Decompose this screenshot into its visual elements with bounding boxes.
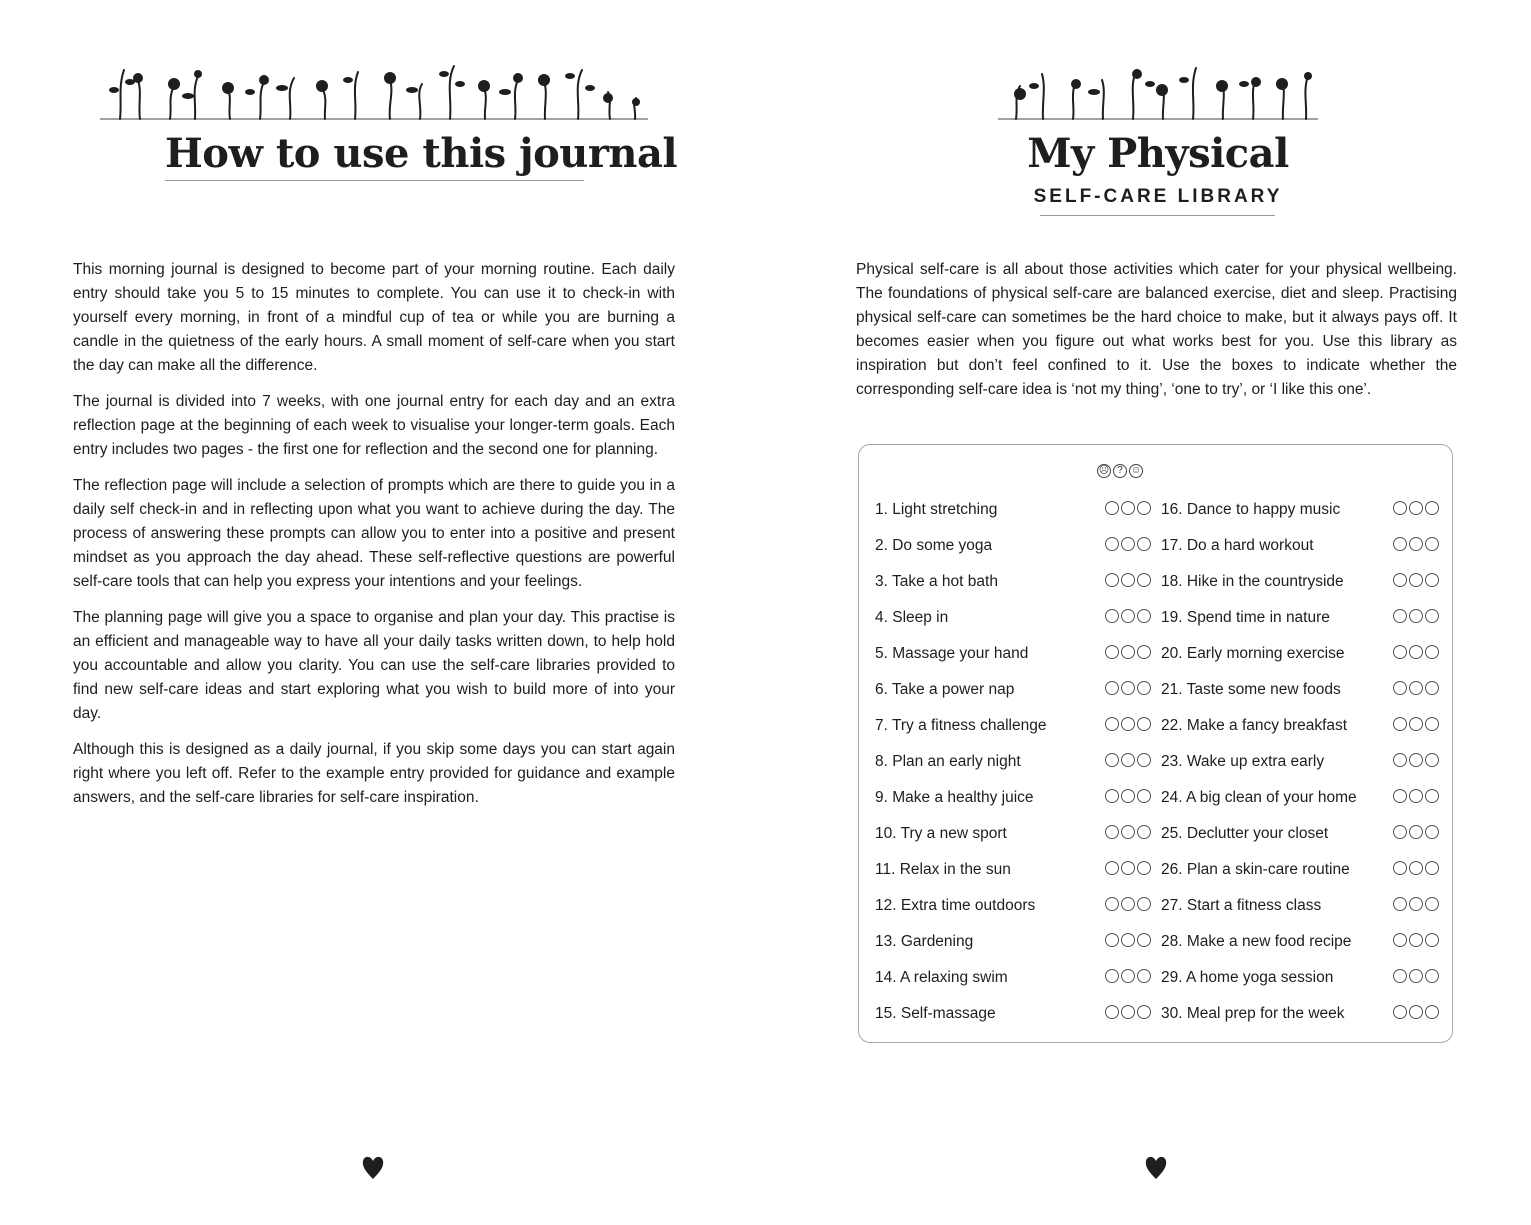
library-item-label: 27. Start a fitness class — [1161, 897, 1322, 914]
rating-checkboxes — [1393, 969, 1439, 983]
rating-checkboxes — [1105, 861, 1151, 875]
subtitle-underline — [1040, 215, 1275, 216]
library-item — [875, 858, 1151, 894]
not-my-thing-checkbox[interactable] — [1105, 573, 1119, 587]
one-to-try-checkbox[interactable] — [1121, 753, 1135, 767]
not-my-thing-checkbox[interactable] — [1105, 897, 1119, 911]
rating-checkboxes — [1393, 753, 1439, 767]
library-item — [875, 822, 1151, 858]
page-subtitle: SELF-CARE LIBRARY — [1033, 186, 1283, 207]
library-item — [875, 930, 1151, 966]
rating-checkboxes — [1105, 825, 1151, 839]
library-item-label: 17. Do a hard workout — [1161, 537, 1314, 554]
rating-checkboxes — [1105, 969, 1151, 983]
library-item-label: 15. Self-massage — [875, 1005, 996, 1022]
like-this-one-checkbox[interactable] — [1137, 969, 1151, 983]
heart-icon — [1144, 1153, 1168, 1181]
one-to-try-checkbox[interactable] — [1121, 933, 1135, 947]
floral-border-icon — [100, 62, 648, 122]
like-this-one-checkbox[interactable] — [1137, 681, 1151, 695]
library-item — [1161, 858, 1439, 894]
one-to-try-checkbox[interactable] — [1121, 717, 1135, 731]
one-to-try-icon: ? — [1113, 464, 1127, 478]
rating-checkboxes — [1393, 897, 1439, 911]
library-item — [875, 894, 1151, 930]
floral-border-icon — [998, 62, 1318, 122]
library-item — [875, 606, 1151, 642]
not-my-thing-checkbox[interactable] — [1105, 789, 1119, 803]
not-my-thing-checkbox[interactable] — [1393, 573, 1407, 587]
library-item — [1161, 642, 1439, 678]
library-item — [875, 642, 1151, 678]
library-item-label: 14. A relaxing swim — [875, 969, 1008, 986]
rating-checkboxes — [1105, 753, 1151, 767]
rating-checkboxes — [1105, 1005, 1151, 1019]
library-item — [1161, 498, 1439, 534]
library-item — [875, 966, 1151, 1002]
library-item-label: 28. Make a new food recipe — [1161, 933, 1352, 950]
right-page — [765, 0, 1531, 1225]
like-this-one-checkbox[interactable] — [1425, 501, 1439, 515]
page-title: How to use this journal — [165, 130, 678, 177]
rating-checkboxes — [1393, 717, 1439, 731]
library-item-label: 7. Try a fitness challenge — [875, 717, 1047, 734]
not-my-thing-checkbox[interactable] — [1393, 861, 1407, 875]
library-item — [1161, 930, 1439, 966]
rating-checkboxes — [1393, 537, 1439, 551]
library-item — [1161, 966, 1439, 1002]
library-item — [875, 534, 1151, 570]
library-item-label: 2. Do some yoga — [875, 537, 993, 554]
like-this-one-checkbox[interactable] — [1425, 789, 1439, 803]
not-my-thing-checkbox[interactable] — [1393, 789, 1407, 803]
like-this-one-checkbox[interactable] — [1137, 861, 1151, 875]
not-my-thing-checkbox[interactable] — [1105, 681, 1119, 695]
left-page — [0, 0, 765, 1225]
not-my-thing-checkbox[interactable] — [1393, 609, 1407, 623]
one-to-try-checkbox[interactable] — [1409, 789, 1423, 803]
like-this-one-checkbox[interactable] — [1425, 969, 1439, 983]
like-this-one-checkbox[interactable] — [1425, 933, 1439, 947]
library-item — [1161, 786, 1439, 822]
like-this-one-checkbox[interactable] — [1137, 753, 1151, 767]
title-underline — [165, 180, 584, 181]
page-title: My Physical — [1027, 130, 1289, 177]
one-to-try-checkbox[interactable] — [1409, 609, 1423, 623]
library-item-label: 5. Massage your hand — [875, 645, 1029, 662]
rating-checkboxes — [1105, 897, 1151, 911]
like-this-one-checkbox[interactable] — [1425, 897, 1439, 911]
one-to-try-checkbox[interactable] — [1121, 681, 1135, 695]
not-my-thing-checkbox[interactable] — [1105, 861, 1119, 875]
library-item — [875, 498, 1151, 534]
like-this-one-checkbox[interactable] — [1137, 1005, 1151, 1019]
library-item — [875, 714, 1151, 750]
paragraph: The journal is divided into 7 weeks, with one journal entry for each day and an extra reflection page at the beginning of each week to visualise your longer-term goals. Each entry includes two pages - the first one for reflection and the second one for planning. — [73, 393, 675, 458]
one-to-try-checkbox[interactable] — [1409, 717, 1423, 731]
not-my-thing-checkbox[interactable] — [1393, 1005, 1407, 1019]
like-this-one-checkbox[interactable] — [1425, 645, 1439, 659]
library-item-label: 12. Extra time outdoors — [875, 897, 1036, 914]
rating-checkboxes — [1105, 717, 1151, 731]
library-item-label: 22. Make a fancy breakfast — [1161, 717, 1348, 734]
not-my-thing-checkbox[interactable] — [1393, 897, 1407, 911]
library-item — [875, 678, 1151, 714]
one-to-try-checkbox[interactable] — [1409, 645, 1423, 659]
library-item — [1161, 750, 1439, 786]
one-to-try-checkbox[interactable] — [1121, 1005, 1135, 1019]
library-item-label: 9. Make a healthy juice — [875, 789, 1034, 806]
rating-checkboxes — [1393, 573, 1439, 587]
not-my-thing-checkbox[interactable] — [1393, 933, 1407, 947]
like-this-one-checkbox[interactable] — [1137, 645, 1151, 659]
like-this-one-checkbox[interactable] — [1137, 789, 1151, 803]
rating-checkboxes — [1393, 609, 1439, 623]
like-this-one-checkbox[interactable] — [1137, 897, 1151, 911]
library-item — [1161, 606, 1439, 642]
library-item-label: 29. A home yoga session — [1161, 969, 1334, 986]
like-this-one-checkbox[interactable] — [1425, 717, 1439, 731]
library-item — [1161, 714, 1439, 750]
not-my-thing-checkbox[interactable] — [1105, 609, 1119, 623]
library-item — [875, 1002, 1151, 1038]
one-to-try-checkbox[interactable] — [1121, 789, 1135, 803]
not-my-thing-checkbox[interactable] — [1393, 825, 1407, 839]
library-item-label: 21. Taste some new foods — [1161, 681, 1341, 698]
not-my-thing-checkbox[interactable] — [1393, 681, 1407, 695]
not-my-thing-checkbox[interactable] — [1105, 825, 1119, 839]
library-item-label: 24. A big clean of your home — [1161, 789, 1357, 806]
one-to-try-checkbox[interactable] — [1121, 825, 1135, 839]
like-this-one-checkbox[interactable] — [1137, 609, 1151, 623]
rating-checkboxes — [1105, 501, 1151, 515]
not-my-thing-checkbox[interactable] — [1393, 717, 1407, 731]
one-to-try-checkbox[interactable] — [1121, 645, 1135, 659]
one-to-try-checkbox[interactable] — [1409, 753, 1423, 767]
self-care-library-box — [858, 444, 1453, 1043]
library-item — [1161, 1002, 1439, 1038]
not-my-thing-checkbox[interactable] — [1105, 537, 1119, 551]
paragraph: This morning journal is designed to become part of your morning routine. Each daily entry should take you 5 to 15 minutes to complete. You can use it to check-in with yourself every morning, in front of a mindful cup of tea or while you are burning a candle in the quietness of the early hours. A small moment of self-care when you start the day can make all the difference. — [73, 261, 675, 374]
not-my-thing-icon: ☹ — [1098, 465, 1110, 476]
one-to-try-checkbox[interactable] — [1121, 501, 1135, 515]
like-this-one-checkbox[interactable] — [1425, 825, 1439, 839]
library-item-label: 18. Hike in the countryside — [1161, 573, 1344, 590]
one-to-try-checkbox[interactable] — [1121, 609, 1135, 623]
library-item-label: 30. Meal prep for the week — [1161, 1005, 1345, 1022]
not-my-thing-checkbox[interactable] — [1105, 645, 1119, 659]
one-to-try-checkbox[interactable] — [1409, 933, 1423, 947]
library-column-right — [1161, 498, 1439, 1038]
one-to-try-checkbox[interactable] — [1409, 537, 1423, 551]
library-item-label: 6. Take a power nap — [875, 681, 1015, 698]
rating-checkboxes — [1105, 573, 1151, 587]
not-my-thing-checkbox[interactable] — [1393, 645, 1407, 659]
one-to-try-checkbox[interactable] — [1121, 537, 1135, 551]
rating-checkboxes — [1105, 681, 1151, 695]
not-my-thing-checkbox[interactable] — [1393, 969, 1407, 983]
like-this-one-icon: ☺ — [1130, 465, 1142, 476]
one-to-try-checkbox[interactable] — [1409, 897, 1423, 911]
one-to-try-checkbox[interactable] — [1121, 861, 1135, 875]
library-item-label: 11. Relax in the sun — [875, 861, 1011, 878]
paragraph: Although this is designed as a daily journal, if you skip some days you can start again right where you left off. Refer to the example entry provided for guidance and example answers, and the self-care libraries for self-care inspiration. — [73, 741, 675, 806]
library-item-label: 4. Sleep in — [875, 609, 949, 626]
not-my-thing-checkbox[interactable] — [1393, 501, 1407, 515]
library-item — [875, 570, 1151, 606]
like-this-one-checkbox[interactable] — [1425, 1005, 1439, 1019]
one-to-try-checkbox[interactable] — [1409, 1005, 1423, 1019]
intro-text: Physical self-care is all about those activities which cater for your physical wellbeing. The foundations of physical self-care are balanced exercise, diet and sleep. Practising physical self-care can sometimes be the hard choice to make, but it always pays off. It becomes easier when you figure out what works best for you. Use this library as inspiration but don’t feel confined to it. Use the boxes to indicate whether the corresponding self-care idea is ‘not my thing’, ‘one to try’, or ‘I like this one’. — [856, 261, 1457, 398]
instructions-text — [73, 258, 675, 822]
library-item — [1161, 822, 1439, 858]
rating-checkboxes — [1393, 645, 1439, 659]
library-item-label: 1. Light stretching — [875, 501, 998, 518]
library-item-label: 8. Plan an early night — [875, 753, 1021, 770]
rating-checkboxes — [1393, 861, 1439, 875]
library-item-label: 16. Dance to happy music — [1161, 501, 1341, 518]
like-this-one-checkbox[interactable] — [1137, 717, 1151, 731]
library-item — [875, 750, 1151, 786]
one-to-try-checkbox[interactable] — [1409, 573, 1423, 587]
rating-checkboxes — [1105, 789, 1151, 803]
one-to-try-checkbox[interactable] — [1409, 501, 1423, 515]
library-item-label: 10. Try a new sport — [875, 825, 1007, 842]
rating-checkboxes — [1105, 933, 1151, 947]
library-item-label: 25. Declutter your closet — [1161, 825, 1329, 842]
not-my-thing-checkbox[interactable] — [1105, 1005, 1119, 1019]
one-to-try-checkbox[interactable] — [1409, 861, 1423, 875]
library-item — [1161, 534, 1439, 570]
rating-checkboxes — [1393, 1005, 1439, 1019]
rating-legend — [1097, 464, 1143, 478]
library-item-label: 19. Spend time in nature — [1161, 609, 1330, 626]
like-this-one-checkbox[interactable] — [1137, 825, 1151, 839]
not-my-thing-checkbox[interactable] — [1393, 537, 1407, 551]
like-this-one-checkbox[interactable] — [1137, 501, 1151, 515]
rating-checkboxes — [1393, 825, 1439, 839]
like-this-one-checkbox[interactable] — [1425, 753, 1439, 767]
paragraph: The reflection page will include a selection of prompts which are there to guide you in a daily self check-in and in reflecting upon what you want to achieve during the day. The process of answering these prompts can allow you to enter into a positive and present mindset as you approach the day ahead. These self-reflective questions are powerful self-care tools that can help you express your intentions and your feelings. — [73, 477, 675, 590]
not-my-thing-checkbox[interactable] — [1105, 501, 1119, 515]
one-to-try-checkbox[interactable] — [1409, 681, 1423, 695]
library-item — [875, 786, 1151, 822]
one-to-try-checkbox[interactable] — [1121, 969, 1135, 983]
rating-checkboxes — [1393, 933, 1439, 947]
one-to-try-checkbox[interactable] — [1409, 969, 1423, 983]
library-column-left — [875, 498, 1151, 1038]
not-my-thing-checkbox[interactable] — [1105, 753, 1119, 767]
library-item — [1161, 894, 1439, 930]
one-to-try-checkbox[interactable] — [1409, 825, 1423, 839]
rating-checkboxes — [1393, 789, 1439, 803]
not-my-thing-checkbox[interactable] — [1105, 717, 1119, 731]
rating-checkboxes — [1105, 609, 1151, 623]
library-item-label: 3. Take a hot bath — [875, 573, 998, 590]
not-my-thing-checkbox[interactable] — [1393, 753, 1407, 767]
not-my-thing-checkbox[interactable] — [1105, 933, 1119, 947]
like-this-one-checkbox[interactable] — [1425, 681, 1439, 695]
like-this-one-checkbox[interactable] — [1425, 861, 1439, 875]
rating-checkboxes — [1105, 537, 1151, 551]
like-this-one-checkbox[interactable] — [1137, 933, 1151, 947]
one-to-try-checkbox[interactable] — [1121, 897, 1135, 911]
heart-icon — [361, 1153, 385, 1181]
library-item-label: 13. Gardening — [875, 933, 974, 950]
like-this-one-checkbox[interactable] — [1425, 573, 1439, 587]
library-item — [1161, 570, 1439, 606]
library-item-label: 20. Early morning exercise — [1161, 645, 1345, 662]
like-this-one-checkbox[interactable] — [1425, 609, 1439, 623]
like-this-one-checkbox[interactable] — [1137, 573, 1151, 587]
rating-checkboxes — [1393, 501, 1439, 515]
rating-checkboxes — [1105, 645, 1151, 659]
paragraph: The planning page will give you a space to organise and plan your day. This practise is an efficient and manageable way to have all your daily tasks written down, to help hold you accountable and allow you clarity. You can use the self-care libraries provided to find new self-care ideas and start exploring what you wish to build more of into your day. — [73, 609, 675, 722]
rating-checkboxes — [1393, 681, 1439, 695]
like-this-one-checkbox[interactable] — [1425, 537, 1439, 551]
library-item — [1161, 678, 1439, 714]
like-this-one-checkbox[interactable] — [1137, 537, 1151, 551]
one-to-try-checkbox[interactable] — [1121, 573, 1135, 587]
library-item-label: 26. Plan a skin-care routine — [1161, 861, 1350, 878]
library-item-label: 23. Wake up extra early — [1161, 753, 1325, 770]
not-my-thing-checkbox[interactable] — [1105, 969, 1119, 983]
